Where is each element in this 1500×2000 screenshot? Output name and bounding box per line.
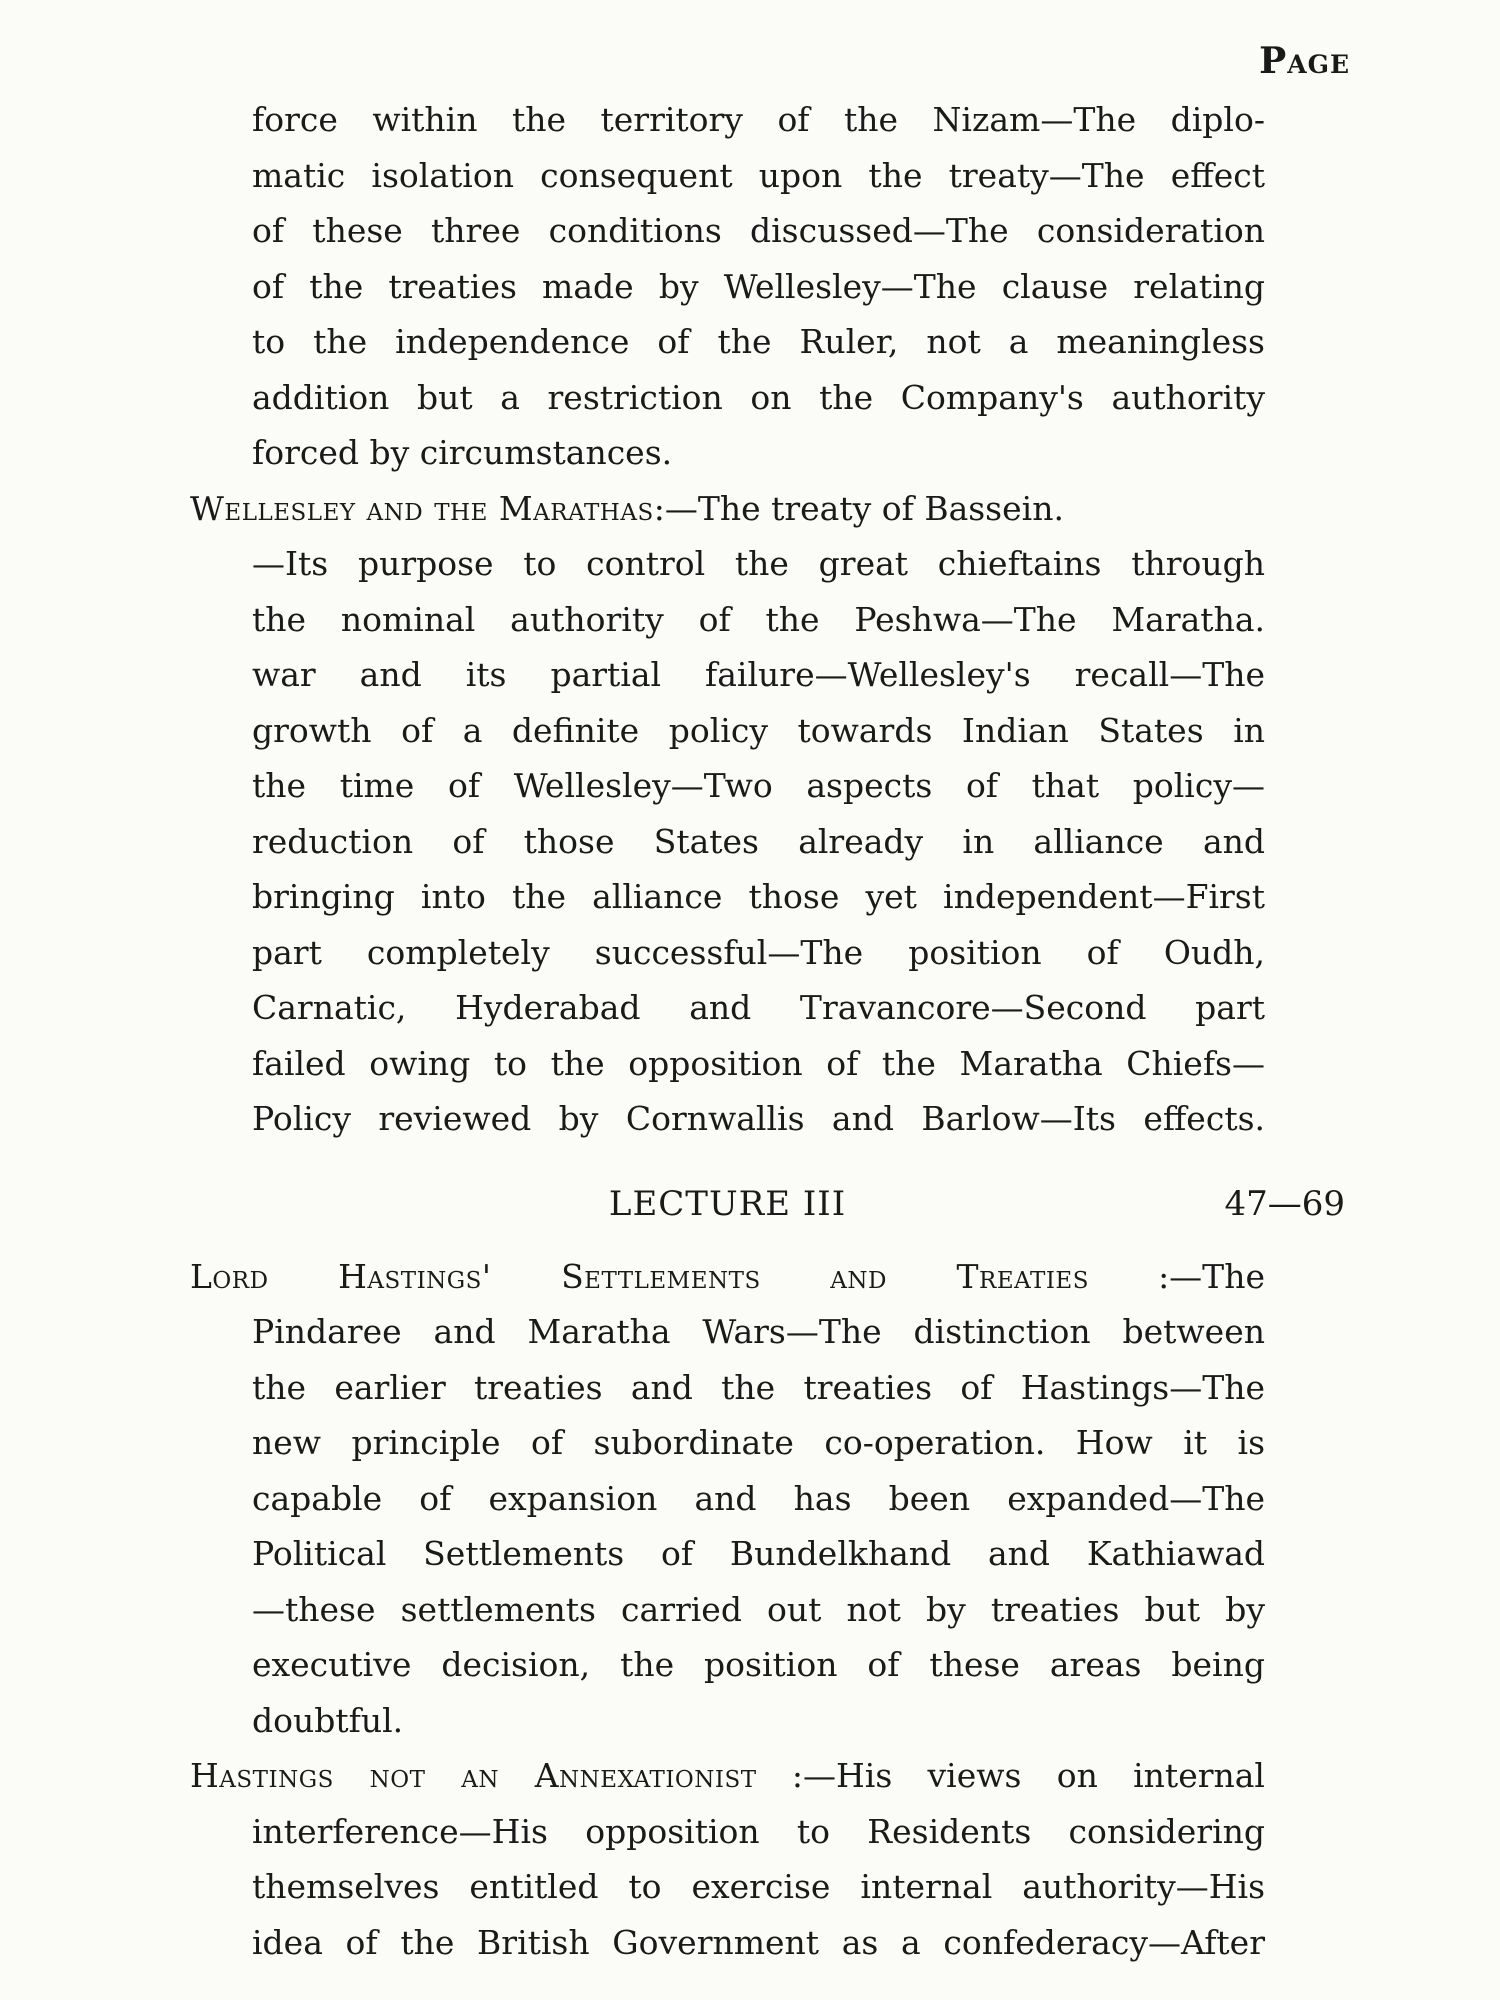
lecture-heading-row [190,1159,1345,1249]
text-line: Policy reviewed by Cornwallis and Barlow—Its effects. [252,1099,1265,1138]
text-line: matic isolation consequent upon the treaty—The effect [252,155,1265,195]
section-heading-line [190,481,1265,537]
lecture-page-range: 47—69 [1224,1183,1345,1224]
text-line: interference—His opposition to Residents considering [252,1811,1265,1851]
text-line: the earlier treaties and the treaties of Hastings—The [252,1367,1265,1407]
text-line: addition but a restriction on the Company's authority [252,377,1265,417]
text-line: of the treaties made by Wellesley—The clause relating [252,266,1265,306]
text-line: executive decision, the position of these areas being [252,1645,1265,1684]
text-line: idea of the British Government as a confederacy—After [252,1922,1265,1962]
text-line: bringing into the alliance those yet independent—First [252,877,1265,916]
text-line: Carnatic, Hyderabad and Travancore—Second part [252,988,1265,1027]
text-line: Pindaree and Maratha Wars—The distinction between [252,1312,1265,1351]
text-line: the nominal authority of the Peshwa—The Maratha. [252,599,1265,639]
text-line: themselves entitled to exercise internal authority—His [252,1867,1265,1906]
section-heading: Wellesley and the Marathas [190,488,654,528]
text-line: war and its partial failure—Wellesley's recall—The [252,655,1265,694]
text-line: forced by circumstances. [252,433,673,472]
section-heading-rest: :—His views on internal [791,1756,1265,1795]
text-line: the time of Wellesley—Two aspects of that policy— [252,766,1265,805]
continuation-paragraph [190,92,1265,481]
section-wellesley-marathas [190,481,1265,1147]
section-heading-line [190,1748,1265,1804]
section-hastings-settlements [190,1249,1265,1749]
text-line: failed owing to the opposition of the Maratha Chiefs— [252,1043,1265,1083]
text-line: part completely successful—The position of Oudh, [252,932,1265,972]
section-heading-rest: :—The treaty of Bassein. [653,488,1064,528]
text-line: of these three conditions discussed—The consideration [252,211,1265,250]
lecture-title: LECTURE III [608,1183,847,1224]
text-line: reduction of those States already in alliance and [252,821,1265,861]
text-line: —these settlements carried out not by treaties but by [252,1589,1265,1629]
page-column-label: Page [1259,40,1350,82]
section-heading: Lord Hastings' Settlements and Treaties [190,1256,1089,1296]
text-line: Political Settlements of Bundelkhand and Kathiawad [252,1534,1265,1573]
text-line: new principle of subordinate co-operation. How it is [252,1423,1265,1462]
text-line: —Its purpose to control the great chieftains through [252,544,1265,583]
text-line: force within the territory of the Nizam—The diplo- [252,100,1265,139]
text-line: doubtful. [252,1700,404,1740]
text-line: growth of a definite policy towards Indian States in [252,710,1265,750]
section-heading-rest: :—The [1158,1256,1265,1296]
text-line: capable of expansion and has been expanded—The [252,1478,1265,1518]
section-heading: Hastings not an Annexationist [190,1756,757,1795]
text-line: to the independence of the Ruler, not a meaningless [252,322,1265,361]
contents-text-block [190,92,1345,1970]
section-heading-line [190,1249,1265,1305]
section-hastings-annexation [190,1748,1265,1970]
